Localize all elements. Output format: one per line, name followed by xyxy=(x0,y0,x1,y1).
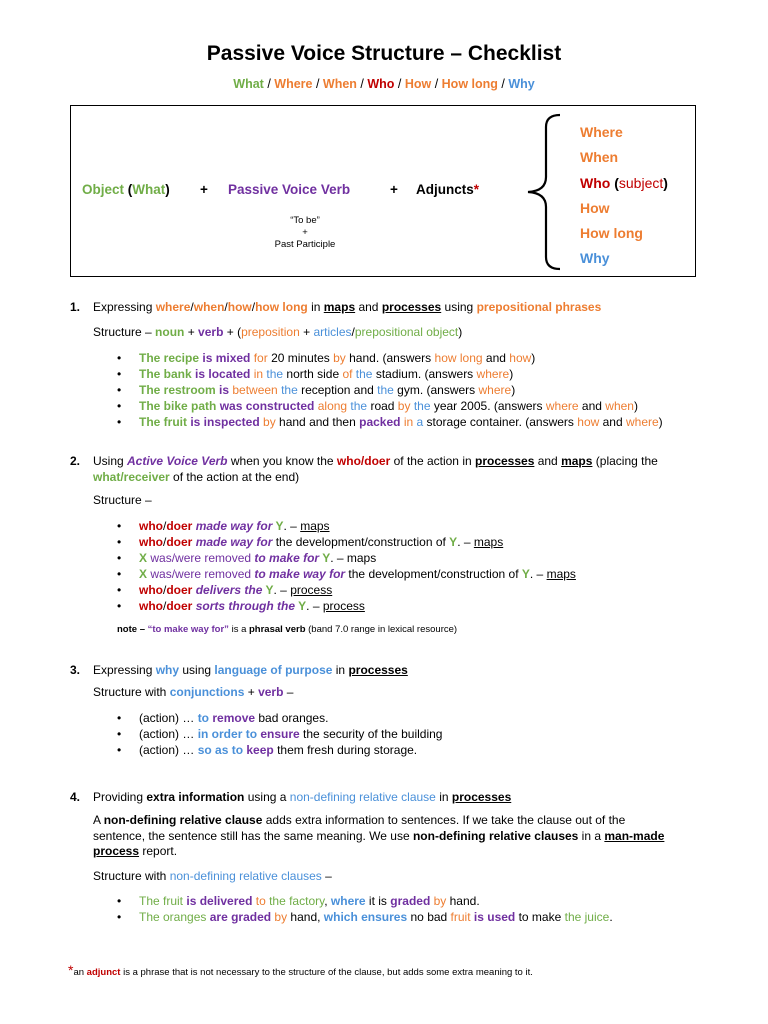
section-4-heading: Providing extra information using a non-defining relative clause in processes xyxy=(93,790,512,804)
section-4-structure: Structure with non-defining relative clauses – xyxy=(93,869,332,883)
adjunct-why: Why xyxy=(580,250,610,267)
adjunct-where: Where xyxy=(580,124,623,140)
adjunct-how: How xyxy=(580,199,610,216)
qw-sep: / xyxy=(431,77,442,91)
qw-sep: / xyxy=(263,77,275,91)
section-number: 3. xyxy=(70,663,81,677)
section-4-paragraph: A non-defining relative clause adds extra information to sentences. If we take the clause out of the sentence, the sentence still has the same meaning. We use non-defining relative clauses in a man-made process report. xyxy=(93,813,665,858)
qw-sep: / xyxy=(356,77,368,91)
qw-what: What xyxy=(233,77,264,91)
paren: ) xyxy=(165,182,170,197)
to-be-plus: + xyxy=(302,227,308,238)
adjunct-when: When xyxy=(580,149,619,166)
section-3-structure: Structure with conjunctions + verb – xyxy=(93,685,294,699)
plus-sign: + xyxy=(200,182,208,197)
formula-object xyxy=(82,182,170,197)
past-participle-text: Past Participle xyxy=(274,239,336,250)
footnote: *an adjunct is a phrase that is not necessary to the structure of the clause, but adds some extra meaning to it. xyxy=(68,962,533,978)
qw-where: Where xyxy=(274,77,313,91)
what-label: What xyxy=(132,182,166,197)
section-2-structure: Structure – xyxy=(93,493,152,507)
who-text: Who xyxy=(580,174,611,191)
qw-sep: / xyxy=(312,77,323,91)
to-be-text: “To be” xyxy=(290,215,320,226)
adjunct-list xyxy=(580,122,668,274)
section-1-structure: Structure – noun + verb + (preposition + articles/prepositional object) xyxy=(93,325,463,339)
section-number: 2. xyxy=(70,454,81,468)
subject-text: subject xyxy=(618,174,664,191)
qw-sep: / xyxy=(497,77,509,91)
adjuncts-text: Adjuncts xyxy=(416,182,474,197)
section-number: 4. xyxy=(70,790,81,804)
adjunct-who: Who (subject) xyxy=(580,174,668,191)
section-number: 1. xyxy=(70,300,81,314)
qw-how-long: How long xyxy=(441,77,498,91)
page-title: Passive Voice Structure – Checklist xyxy=(206,42,562,65)
qw-sep: / xyxy=(394,77,405,91)
qw-why: Why xyxy=(508,77,535,91)
section-2-heading: Using Active Voice Verb when you know the who/doer of the action in processes and maps (placing the what/receiver of the action at the end) xyxy=(93,454,658,484)
question-words-line xyxy=(0,77,768,91)
qw-when: When xyxy=(322,77,357,91)
object-label: Object xyxy=(82,182,125,197)
qw-who: Who xyxy=(367,77,395,91)
curly-brace-icon xyxy=(524,113,564,271)
document-page: Passive Voice Structure – Checklist What / Where / When / Who / How / How long / Why Object (What) + Passive Voice Verb + Adjuncts* “To be” + Past Participle Where When Who (subject) How How long Why 1. Expressing where/when/how/how long in maps and processes using prepositional phrases Structure – noun + verb + (preposition + articles/prepositional object) • The recipe is mixed for 20 minutes by hand. (answers how long and how) • The bank is located in the north side of the stadium. (answers where) • The restroom is between the reception and the gym. (answers where) • The bike path was constructed along the road by the year 2005. (answers where and when) • The fruit is inspected by hand and then packed in a storage container. (answers how and where) 2. Using Active Voice Verb when you know the who/doer of the action in processes and maps (placing the what/receiver of the action at the end) Structure – • who/doer made way for Y. – maps • who/doer made way for the development/construction of Y. – maps • X was/were removed to make for Y. – maps • X was/were removed to make way for the development/construction of Y. – maps • who/doer delivers the Y. – process • who/doer sorts through the Y. – process note – “to make way for” is a phrasal verb (band 7.0 range in lexical resource) 3. Expressing why using language of purpose in processes Structure with conjunctions + verb – • (action) … to remove bad oranges. • (action) … in order to ensure the security of the building • (action) … so as to keep them fresh during storage. 4. Providing extra information using a non-defining relative clause in processes A non-defining relative clause adds extra information to sentences. If we take the clause out of the sentence, the sentence still has the same meaning. We use non-defining relative clauses in a man-made process report. Structure with non-defining relative clauses – • The fruit is delivered to the factory, where it is graded by hand. • The oranges are graded by hand, which ensures no bad fruit is used to make the juice. *an adjunct is a phrase that is not necessary to the structure of the clause, but adds some extra meaning to it. xyxy=(0,0,768,1024)
to-be-note xyxy=(250,215,360,251)
adjuncts-star: * xyxy=(473,182,480,197)
qw-how: How xyxy=(404,77,432,91)
paren: ( xyxy=(127,182,133,197)
section-1-heading: Expressing where/when/how/how long in maps and processes using prepositional phrases xyxy=(93,300,602,314)
adjuncts-label xyxy=(416,182,479,197)
plus-sign: + xyxy=(390,182,398,197)
section-3-heading: Expressing why using language of purpose in processes xyxy=(93,663,408,677)
section-2-note: note – “to make way for” is a phrasal verb (band 7.0 range in lexical resource) xyxy=(117,624,458,635)
passive-verb-label: Passive Voice Verb xyxy=(228,182,351,197)
adjunct-how-long: How long xyxy=(580,225,643,242)
